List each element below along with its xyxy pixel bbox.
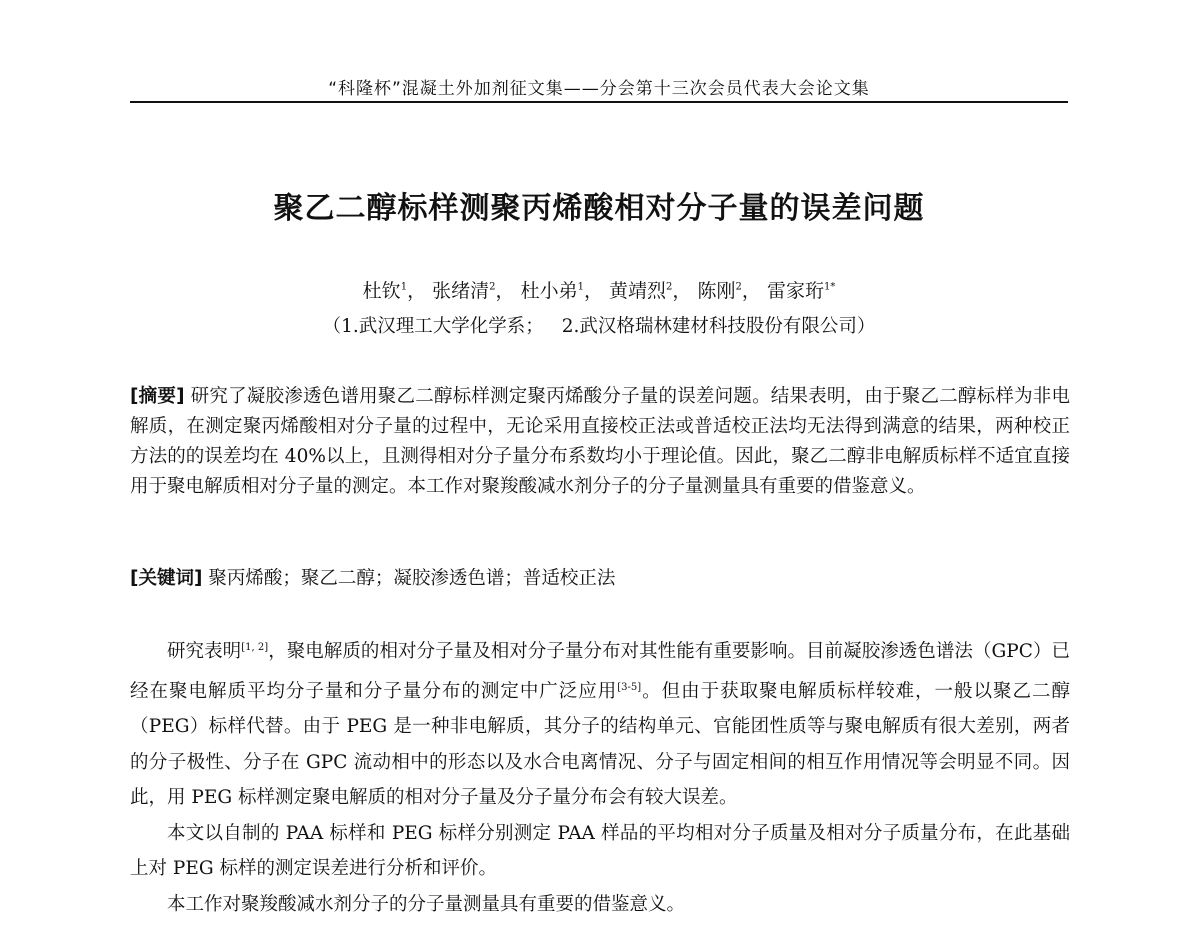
author-affiliation-mark: 2 xyxy=(735,281,742,293)
paragraph-text: 。但由于获取聚电解质标样较难，一般以聚乙二醇（PEG）标样代替。由于 PEG 是一种非电解质，其分子的结构单元、官能团性质等与聚电解质有很大差别，两者的分子极性、分子在 GPC 流动相中的形态以及水合电离情况、分子与固定相间的相互作用情况等会明显不同。因此，用 PEG 标样测定聚电解质的相对分子量及分子量分布会有较大误差。 xyxy=(130,680,1070,809)
author-list xyxy=(130,276,1068,303)
author-separator: ， xyxy=(741,280,761,302)
author-name: 黄靖烈 xyxy=(609,280,667,302)
author-name: 陈刚 xyxy=(697,280,736,302)
author-separator: ， xyxy=(407,280,427,302)
citation-marker: [1, 2] xyxy=(241,642,269,653)
author-name: 雷家珩 xyxy=(766,280,824,302)
author-name: 杜小弟 xyxy=(520,280,578,302)
header-rule xyxy=(130,101,1068,103)
body-paragraph-2: 本文以自制的 PAA 标样和 PEG 标样分别测定 PAA 样品的平均相对分子质量及相对分子质量分布，在此基础上对 PEG 标样的测定误差进行分析和评价。 xyxy=(130,822,1070,880)
author-separator: ， xyxy=(583,280,603,302)
author-separator: ， xyxy=(672,280,692,302)
author-affiliation-mark: 2 xyxy=(666,281,673,293)
affiliations xyxy=(130,312,1068,338)
affiliation-1: 1.武汉理工大学化学系； xyxy=(341,316,544,337)
body-paragraph-1 xyxy=(130,630,1070,816)
author-name: 杜钦 xyxy=(362,280,401,302)
abstract xyxy=(130,382,1070,502)
author-affiliation-mark: 1 xyxy=(400,281,408,293)
affiliation-2: 2.武汉格瑞林建材科技股份有限公司 xyxy=(561,316,857,337)
citation-marker: [3-5] xyxy=(617,681,642,693)
abstract-label: [摘要] xyxy=(130,386,185,407)
author-affiliation-mark: 2 xyxy=(489,281,496,293)
affiliation-open-paren: （ xyxy=(322,316,342,337)
paragraph-text: ，聚电解质的相对分子量及相对分子量分布对其性能有重要影响。目前凝胶渗透色谱法（GPC）已经在聚电解质平均分子量和分子量分布的测定中广泛应用 xyxy=(130,641,1070,702)
abstract-text: 研究了凝胶渗透色谱用聚乙二醇标样测定聚丙烯酸分子量的误差问题。结果表明，由于聚乙二醇标样为非电解质，在测定聚丙烯酸相对分子量的过程中，无论采用直接校正法或普适校正法均无法得到满意的结果，两种校正方法的的误差均在 40%以上，且测得相对分子量分布系数均小于理论值。因此，聚乙二醇非电解质标样不适宜直接用于聚电解质相对分子量的测定。本工作对聚羧酸减水剂分子的分子量测量具有重要的借鉴意义。 xyxy=(130,386,1070,497)
author-affiliation-mark: 1* xyxy=(823,281,836,293)
keywords-label: [关键词] xyxy=(130,568,203,589)
body-text xyxy=(130,630,1070,922)
keywords-text: 聚丙烯酸；聚乙二醇；凝胶渗透色谱；普适校正法 xyxy=(208,568,616,589)
paragraph-text: 研究表明 xyxy=(167,641,242,663)
author-name: 张绪清 xyxy=(432,280,490,302)
affiliation-close-paren: ） xyxy=(856,316,876,337)
body-paragraph-3: 本工作对聚羧酸减水剂分子的分子量测量具有重要的借鉴意义。 xyxy=(167,893,686,915)
author-affiliation-mark: 1 xyxy=(577,281,584,293)
paper-title: 聚乙二醇标样测聚丙烯酸相对分子量的误差问题 xyxy=(273,191,925,226)
running-header: “科隆杯”混凝土外加剂征文集——分会第十三次会员代表大会论文集 xyxy=(328,79,870,99)
keywords xyxy=(130,564,1070,594)
author-separator: ， xyxy=(495,280,515,302)
